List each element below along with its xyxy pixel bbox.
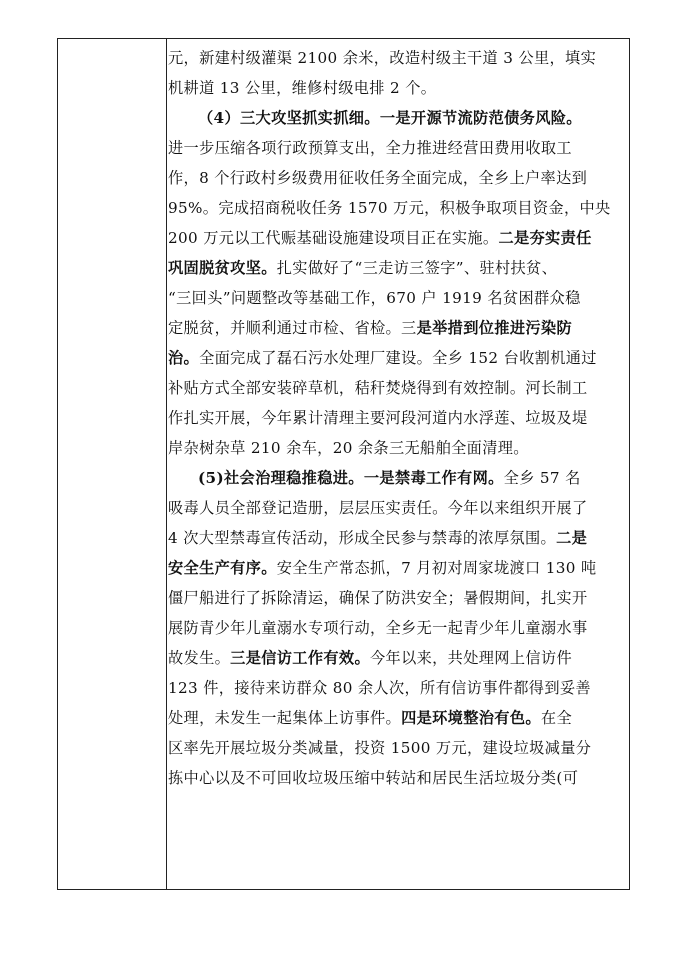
text-line xyxy=(168,553,626,583)
text-line xyxy=(168,613,626,643)
text-run: 全乡 57 名 xyxy=(503,469,581,487)
text-line xyxy=(168,433,626,463)
text-line xyxy=(168,223,626,253)
text-line xyxy=(168,73,626,103)
text-run: 定脱贫，并顺利通过市检、省检。三 xyxy=(168,319,417,337)
text-line xyxy=(168,163,626,193)
left-empty-cell xyxy=(58,39,166,889)
bold-text-run: 二是夯实责任 xyxy=(498,229,592,247)
text-line xyxy=(168,763,626,793)
text-run: 元，新建村级灌渠 2100 余米，改造村级主干道 3 公里，填实 xyxy=(168,49,597,67)
text-run: 拣中心以及不可回收垃圾压缩中转站和居民生活垃圾分类(可 xyxy=(168,769,579,787)
text-line xyxy=(168,103,626,133)
text-run: 故发生。 xyxy=(168,649,231,667)
text-run: “三回头”问题整改等基础工作，670 户 1919 名贫困群众稳 xyxy=(168,289,581,307)
text-line xyxy=(168,43,626,73)
bold-text-run: 安全生产有序。 xyxy=(168,559,277,577)
text-run: 岸杂树杂草 210 余车，20 余条三无船舶全面清理。 xyxy=(168,439,529,457)
text-line xyxy=(168,703,626,733)
text-run: 今年以来，共处理网上信访件 xyxy=(370,649,572,667)
document-table xyxy=(57,38,630,890)
text-line xyxy=(168,253,626,283)
text-run: 95%。完成招商税收任务 1570 万元，积极争取项目资金，中央 xyxy=(168,199,611,217)
text-run: 补贴方式全部安装碎草机，秸秆焚烧得到有效控制。河长制工 xyxy=(168,379,588,397)
text-line xyxy=(168,523,626,553)
text-line xyxy=(168,583,626,613)
text-line xyxy=(168,343,626,373)
text-run: 机耕道 13 公里，维修村级电排 2 个。 xyxy=(168,79,437,97)
bold-text-run: 是举措到位推进污染防 xyxy=(416,319,572,337)
text-run: 展防青少年儿童溺水专项行动，全乡无一起青少年儿童溺水事 xyxy=(168,619,588,637)
text-run: 进一步压缩各项行政预算支出，全力推进经营田费用收取工 xyxy=(168,139,572,157)
content-cell xyxy=(168,43,626,793)
text-run: 僵尸船进行了拆除清运，确保了防洪安全；暑假期间，扎实开 xyxy=(168,589,588,607)
text-line xyxy=(168,403,626,433)
text-run: 全面完成了磊石污水处理厂建设。全乡 152 台收割机通过 xyxy=(199,349,597,367)
text-line xyxy=(168,733,626,763)
bold-text-run: (5)社会治理稳推稳进。一是禁毒工作有网。 xyxy=(198,469,504,487)
text-run: 吸毒人员全部登记造册，层层压实责任。今年以来组织开展了 xyxy=(168,499,588,517)
bold-text-run: （4）三大攻坚抓实抓细。一是开源节流防范债务风险。 xyxy=(198,109,582,127)
text-run: 区率先开展垃圾分类减量，投资 1500 万元，建设垃圾减量分 xyxy=(168,739,592,757)
bold-text-run: 三是信访工作有效。 xyxy=(230,649,370,667)
text-run: 123 件，接待来访群众 80 余人次，所有信访事件都得到妥善 xyxy=(168,679,591,697)
text-line xyxy=(168,133,626,163)
text-run: 作扎实开展，今年累计清理主要河段河道内水浮莲、垃圾及堤 xyxy=(168,409,588,427)
bold-text-run: 二是 xyxy=(556,529,588,547)
text-run: 安全生产常态抓，7 月初对周家垅渡口 130 吨 xyxy=(276,559,597,577)
bold-text-run: 巩固脱贫攻坚。 xyxy=(168,259,277,277)
text-run: 200 万元以工代赈基础设施建设项目正在实施。 xyxy=(168,229,499,247)
text-run: 处理，未发生一起集体上访事件。 xyxy=(168,709,402,727)
text-line xyxy=(168,493,626,523)
bold-text-run: 四是环境整治有色。 xyxy=(401,709,541,727)
text-run: 4 次大型禁毒宣传活动，形成全民参与禁毒的浓厚氛围。 xyxy=(168,529,557,547)
text-line xyxy=(168,463,626,493)
text-line xyxy=(168,193,626,223)
text-line xyxy=(168,373,626,403)
text-run: 在全 xyxy=(540,709,572,727)
bold-text-run: 治。 xyxy=(168,349,200,367)
text-run: 作，8 个行政村乡级费用征收任务全面完成，全乡上户率达到 xyxy=(168,169,588,187)
text-line xyxy=(168,643,626,673)
text-line xyxy=(168,283,626,313)
text-run: 扎实做好了“三走访三签字”、驻村扶贫、 xyxy=(276,259,558,277)
text-line xyxy=(168,673,626,703)
column-divider xyxy=(166,39,167,889)
text-line xyxy=(168,313,626,343)
